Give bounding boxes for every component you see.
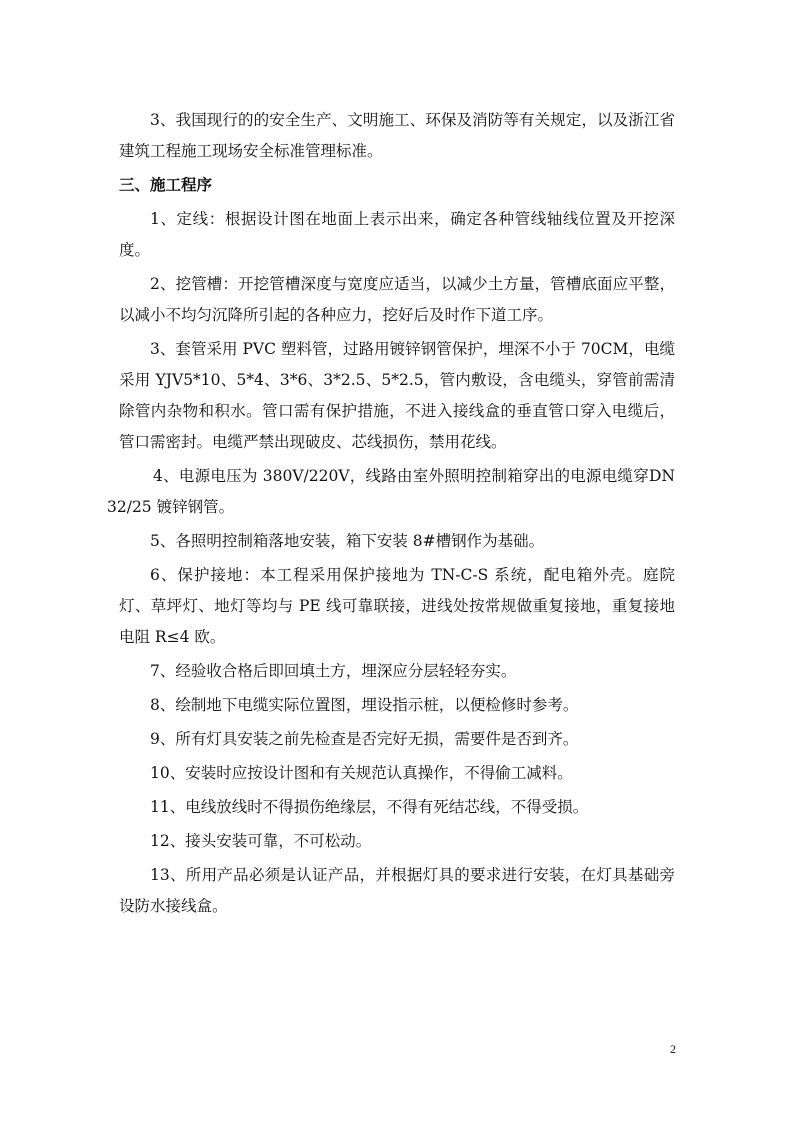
section-heading-construction-procedure: 三、施工程序 <box>119 176 213 194</box>
paragraph-step-11-wiring: 11、电线放线时不得损伤绝缘层，不得有死结芯线，不得受损。 <box>150 798 589 816</box>
paragraph-step-12-joints: 12、接头安装可靠，不可松动。 <box>150 832 372 850</box>
paragraph-step-8-cable-map: 8、绘制地下电缆实际位置图，埋设指示桩，以便检修时参考。 <box>150 696 579 714</box>
paragraph-step-5-control-box: 5、各照明控制箱落地安装，箱下安装 8#槽钢作为基础。 <box>150 532 545 550</box>
paragraph-step-4-voltage <box>107 461 675 523</box>
paragraph-step-3-conduit: 3、套管采用 PVC 塑料管，过路用镀锌钢管保护，埋深不小于 70CM，电缆采用 YJV5*10、5*4、3*6、3*2.5、5*2.5，管内敷设，含电缆头，穿管前需清除管内杂物和积水。管口需有保护措施，不进入接线盒的垂直管口穿入电缆后，管口需密封。电缆严禁出现破皮、芯线损伤，禁用花线。 <box>119 340 675 451</box>
page-number: 2 <box>670 1042 676 1056</box>
paragraph-step-4-text: 4、电源电压为 380V/220V，线路由室外照明控制箱穿出的电源电缆穿DN32/25 镀锌钢管。 <box>107 467 675 516</box>
paragraph-step-10-installation: 10、安装时应按设计图和有关规范认真操作，不得偷工减料。 <box>150 764 573 782</box>
paragraph-step-6-grounding: 6、保护接地：本工程采用保护接地为 TN-C-S 系统，配电箱外壳。庭院灯、草坪灯、地灯等均与 PE 线可靠联接，进线处按常规做重复接地，重复接地电阻 R≤4 欧。 <box>119 566 675 646</box>
paragraph-step-2-trench: 2、挖管槽：开挖管槽深度与宽度应适当，以减少土方量，管槽底面应平整，以减小不均匀沉降所引起的各种应力，挖好后及时作下道工序。 <box>119 275 675 324</box>
paragraph-step-7-backfill: 7、经验收合格后即回填土方，埋深应分层轻轻夯实。 <box>150 662 517 680</box>
paragraph-step-1-layout: 1、定线：根据设计图在地面上表示出来，确定各种管线轴线位置及开挖深度。 <box>119 210 675 259</box>
document-body <box>107 105 675 922</box>
paragraph-step-9-inspection: 9、所有灯具安装之前先检查是否完好无损，需要件是否到齐。 <box>150 730 579 748</box>
paragraph-step-13-products: 13、所用产品必须是认证产品，并根据灯具的要求进行安装，在灯具基础旁设防水接线盒。 <box>119 866 675 915</box>
paragraph-regulations: 3、我国现行的的安全生产、文明施工、环保及消防等有关规定，以及浙江省建筑工程施工现场安全标准管理标准。 <box>119 111 675 160</box>
